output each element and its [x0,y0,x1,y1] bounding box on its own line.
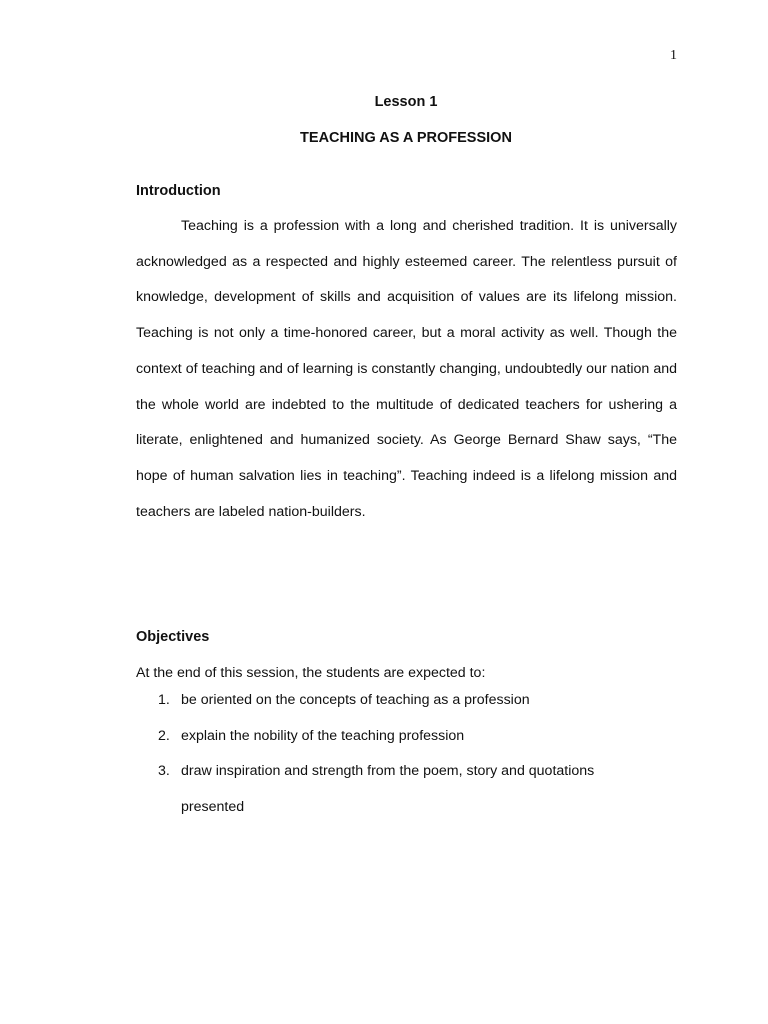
objective-number: 2. [158,727,170,744]
objective-number: 1. [158,692,170,708]
objectives-heading: Objectives [136,629,210,645]
objective-text: draw inspiration and strength from the poem, story and quotations presented [181,763,595,816]
introduction-paragraph: Teaching is a profession with a long and cherished tradition. It is universally acknowledged as a respected and highly esteemed career. The relentless pursuit of knowledge, development of skills and acquisition of values are its lifelong mission. Teaching is not only a time-honored career, but a moral activity as well. Though the context of teaching and of learning is constantly changing, undoubtedly our nation and the whole world are indebted to the multitude of dedicated teachers for ushering a literate, enlightened and humanized society. As George Bernard Shaw says, “The hope of human salvation lies in teaching”. Teaching indeed is a lifelong mission and teachers are labeled nation-builders. [136,218,677,520]
lesson-title: TEACHING AS A PROFESSION [300,130,512,146]
objective-number: 3. [158,763,170,780]
page-number: 1 [670,48,677,63]
lesson-label: Lesson 1 [374,94,438,110]
objectives-list [136,683,626,826]
objective-text: explain the nobility of the teaching profession [181,727,465,744]
objective-item [136,754,626,825]
objective-item [136,719,626,755]
introduction-heading: Introduction [136,183,221,199]
objective-item [136,683,626,719]
objectives-intro: At the end of this session, the students are expected to: [136,665,486,681]
objective-text: be oriented on the concepts of teaching as a profession [181,692,530,708]
